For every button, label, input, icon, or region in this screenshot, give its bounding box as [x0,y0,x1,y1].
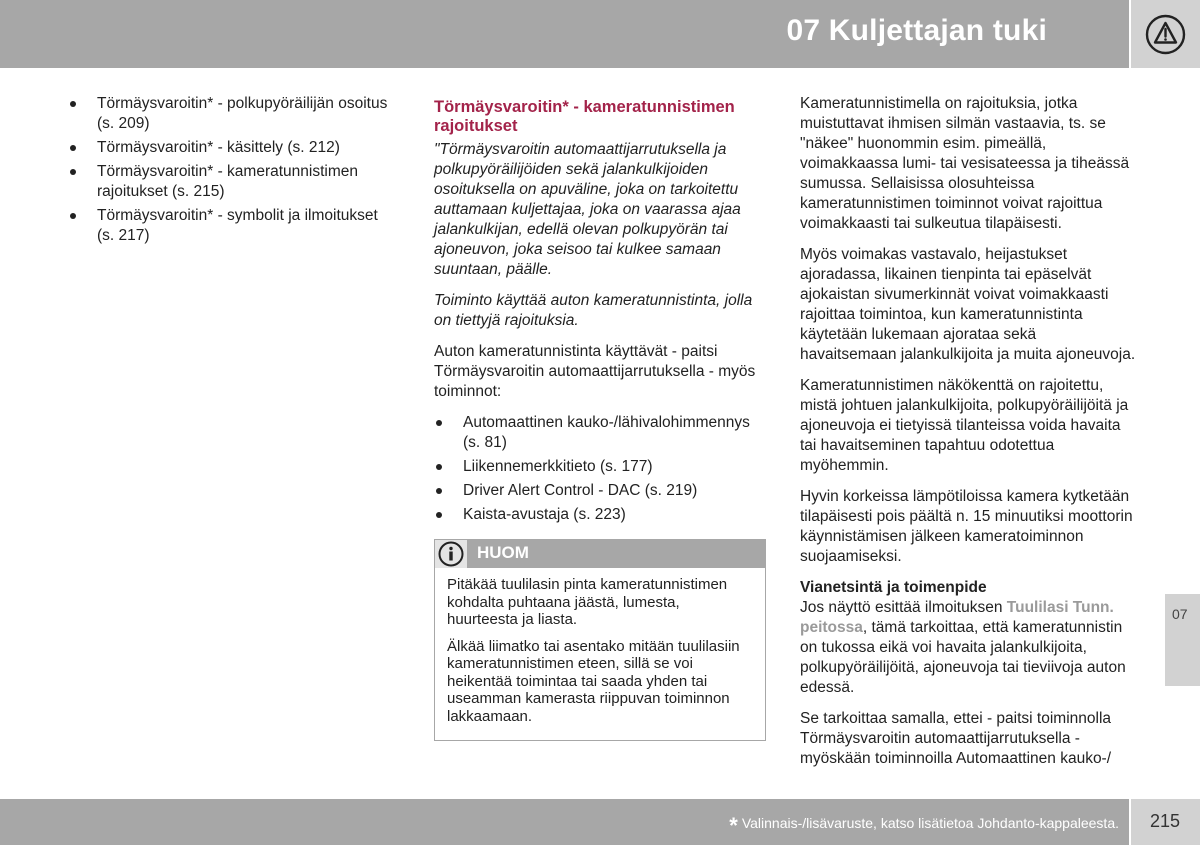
chapter-side-tab[interactable] [1165,594,1200,686]
left-column [68,94,398,250]
related-link[interactable]: Törmäysvaroitin* - kameratunnistimen rajoitukset (s. 215) [68,162,398,202]
footer-note [729,813,1119,839]
note-paragraph: Älkää liimatko tai asentako mitään tuulilasiin kameratunnistimen eteen, sillä se voi heikentää toimintaa tai saada yhden tai useamman kamerasta riippuvan toiminnon lakkaamaan. [447,637,740,725]
display-message: Tuulilasi Tunn. peitossa [800,599,1114,636]
body-paragraph: Auton kameratunnistinta käyttävät - paitsi Törmäysvaroitin automaattijarrutuksella - myös toiminnot: [434,343,756,400]
body-paragraph: Myös voimakas vastavalo, heijastukset ajoradassa, likainen tienpinta tai epäselvät ajokaistan sivumerkinnät voivat voimakkaasti rajoittaa toimintoa, kun kameratunnistinta käytetään lukemaan ajorataa sekä havaitsemaan jalankulkijoita ja muita ajoneuvoja. [800,246,1136,363]
troubleshooting-heading: Vianetsintä ja toimenpide [800,579,987,596]
function-link[interactable]: Kaista-avustaja (s. 223) [434,505,766,525]
note-title: HUOM [477,543,529,562]
note-paragraph: Pitäkää tuulilasin pinta kameratunnistimen kohdalta puhtaana jäästä, lumesta, huurteesta ja liasta. [447,576,728,628]
middle-column [434,94,766,741]
body-paragraph: Kameratunnistimen näkökenttä on rajoitettu, mistä johtuen jalankulkijoita, polkupyöräilijöitä ja ajoneuvoja ei tietyissä tilanteissa voida havaita tai havaitseminen tapahtuu odotettua myöhemmin. [800,377,1129,474]
note-header [435,540,765,568]
info-icon [438,541,464,567]
chapter-header [0,0,1129,68]
asterisk-marker: * [729,813,738,838]
related-link[interactable]: Törmäysvaroitin* - polkupyöräilijän osoitus (s. 209) [68,94,398,134]
section-heading: Törmäysvaroitin* - kameratunnistimen rajoitukset [434,98,735,135]
body-paragraph: Se tarkoittaa samalla, ettei - paitsi toiminnolla Törmäysvaroitin automaattijarrutuksella - myöskään toiminnoilla Automaattinen kauko-/ [800,710,1112,767]
footer-note-text: Valinnais-/lisävaruste, katso lisätietoa Johdanto-kappaleesta. [741,815,1119,831]
warning-triangle-icon [1145,14,1186,55]
body-paragraph: Kameratunnistimella on rajoituksia, jotka muistuttavat ihmisen silmän vastaavia, ts. se "näkee" huonommin esim. pimeällä, voimakkaassa lumi- tai vesisateessa ja tiheässä sumussa. Sellaisissa olosuhteissa kameratunnistimen toiminnot voivat rajoittua voimakkaasti tai sulkeutua tilapäisesti. [800,95,1130,232]
functions-list [434,413,766,525]
note-box [434,539,766,741]
intro-italic-paragraph: "Törmäysvaroitin automaattijarrutuksella ja polkupyöräilijöiden sekä jalankulkijoiden osoituksella on apuväline, joka on tarkoitettu auttamaan kuljettajaa, joka on vaarassa ajaa jalankulkijan, edellä olevan polkupyörän tai ajoneuvon, joka seisoo tai kulkee samaan suuntaan, päälle. [434,141,741,278]
related-links-list [68,94,398,246]
note-icon-wrap [435,540,467,568]
page-number-box [1131,799,1200,845]
right-column [800,94,1136,780]
footer-bar [0,799,1129,845]
function-link[interactable]: Automaattinen kauko-/lähivalohimmennys (s. 81) [434,413,766,453]
troubleshooting-text: , tämä tarkoittaa, että kameratunnistin on tukossa eikä voi havaita jalankulkijoita, polkupyöräilijöitä, ajoneuvoja tai tieviivoja auton edessä. [800,619,1126,696]
function-link[interactable]: Liikennemerkkitieto (s. 177) [434,457,766,477]
page-number: 215 [1150,811,1181,831]
troubleshooting-text: Jos näyttö esittää ilmoituksen [800,599,1007,616]
note-body [435,568,765,740]
function-link[interactable]: Driver Alert Control - DAC (s. 219) [434,481,766,501]
related-link[interactable]: Törmäysvaroitin* - käsittely (s. 212) [68,138,398,158]
chapter-icon-box [1131,0,1200,68]
related-link[interactable]: Törmäysvaroitin* - symbolit ja ilmoitukset (s. 217) [68,206,398,246]
intro-italic-paragraph: Toiminto käyttää auton kameratunnistinta, jolla on tiettyjä rajoituksia. [434,292,753,329]
chapter-title: 07 Kuljettajan tuki [786,14,1047,47]
troubleshooting-paragraph [800,598,1136,698]
body-paragraph: Hyvin korkeissa lämpötiloissa kamera kytketään tilapäisesti pois päältä n. 15 minuutiksi moottorin käynnistämisen jälkeen kameratoiminnon suojaamiseksi. [800,488,1133,565]
chapter-tab-label: 07 [1172,606,1188,622]
